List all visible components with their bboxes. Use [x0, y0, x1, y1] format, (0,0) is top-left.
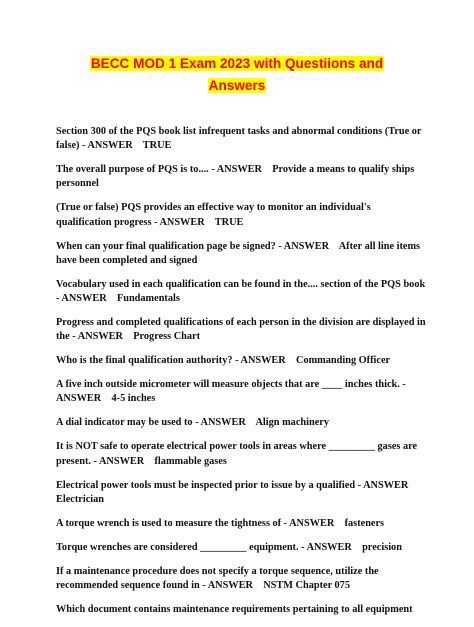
- qa-item: [56, 517, 428, 531]
- answer-text: NSTM Chapter 075: [252, 580, 350, 592]
- question-text: Section 300 of the PQS book list infrequent tasks and abnormal conditions (True or false) - ANSWER: [56, 126, 422, 152]
- qa-list: [56, 125, 428, 627]
- question-text: A torque wrench is used to measure the tightness of - ANSWER: [56, 517, 335, 529]
- answer-text: Progress Chart: [122, 331, 201, 343]
- qa-item: [56, 565, 428, 593]
- answer-text: precision: [351, 541, 402, 553]
- question-text: Which document contains maintenance requirements pertaining to all equipment: [56, 604, 413, 616]
- question-text: (True or false) PQS provides an effective way to monitor an individual's qualification progress - ANSWER: [56, 202, 371, 228]
- qa-item: [56, 354, 428, 368]
- answer-text: After all line items have been completed and signed: [56, 240, 423, 266]
- qa-item: [56, 603, 428, 617]
- question-text: The overall purpose of PQS is to.... - ANSWER: [56, 164, 262, 176]
- document-title: [0, 53, 474, 97]
- question-text: When can your final qualification page be signed? - ANSWER: [56, 240, 330, 252]
- question-text: Vocabulary used in each qualification can be found in the.... section of the PQS book - ANSWER: [56, 278, 426, 305]
- question-text: If a maintenance procedure does not specify a torque sequence, utilize the recommended sequence found in - ANSWER: [56, 565, 379, 592]
- question-text: Progress and completed qualifications of each person in the division are displayed in the - ANSWER: [56, 317, 426, 343]
- title-line-2: Answers: [208, 78, 266, 93]
- qa-item: [56, 440, 428, 468]
- question-text: A five inch outside micrometer will measure objects that are ____ inches thick. - ANSWER: [56, 379, 406, 405]
- answer-text: Electrician: [56, 479, 411, 505]
- answer-text: Fundamentals: [106, 293, 180, 305]
- qa-item: [56, 378, 428, 406]
- title-line-1: BECC MOD 1 Exam 2023 with Questiions and: [90, 56, 384, 71]
- question-text: Electrical power tools must be inspected prior to issue by a qualified - ANSWER: [56, 479, 409, 491]
- question-text: A dial indicator may be used to - ANSWER: [56, 417, 246, 429]
- qa-item: [56, 163, 428, 191]
- answer-text: Align machinery: [245, 417, 330, 429]
- qa-item: [56, 278, 428, 306]
- answer-text: Commanding Officer: [285, 355, 391, 367]
- answer-text: fasteners: [334, 517, 385, 529]
- qa-item: [56, 240, 428, 268]
- qa-item: [56, 479, 428, 507]
- qa-item: [56, 125, 428, 153]
- question-text: It is NOT safe to operate electrical power tools in areas where _________ gases are present. - ANSWER: [56, 441, 418, 467]
- answer-text: TRUE: [132, 140, 172, 152]
- qa-item: [56, 541, 428, 555]
- answer-text: TRUE: [204, 216, 244, 228]
- answer-text: Provide a means to qualify ships personnel: [56, 164, 417, 190]
- qa-item: [56, 416, 428, 430]
- qa-item: [56, 201, 428, 229]
- question-text: Torque wrenches are considered _________ equipment. - ANSWER: [56, 541, 352, 553]
- qa-item: [56, 316, 428, 344]
- answer-text: flammable gases: [144, 455, 227, 467]
- question-text: Who is the final qualification authority? - ANSWER: [56, 355, 286, 367]
- answer-text: 4-5 inches: [101, 393, 156, 405]
